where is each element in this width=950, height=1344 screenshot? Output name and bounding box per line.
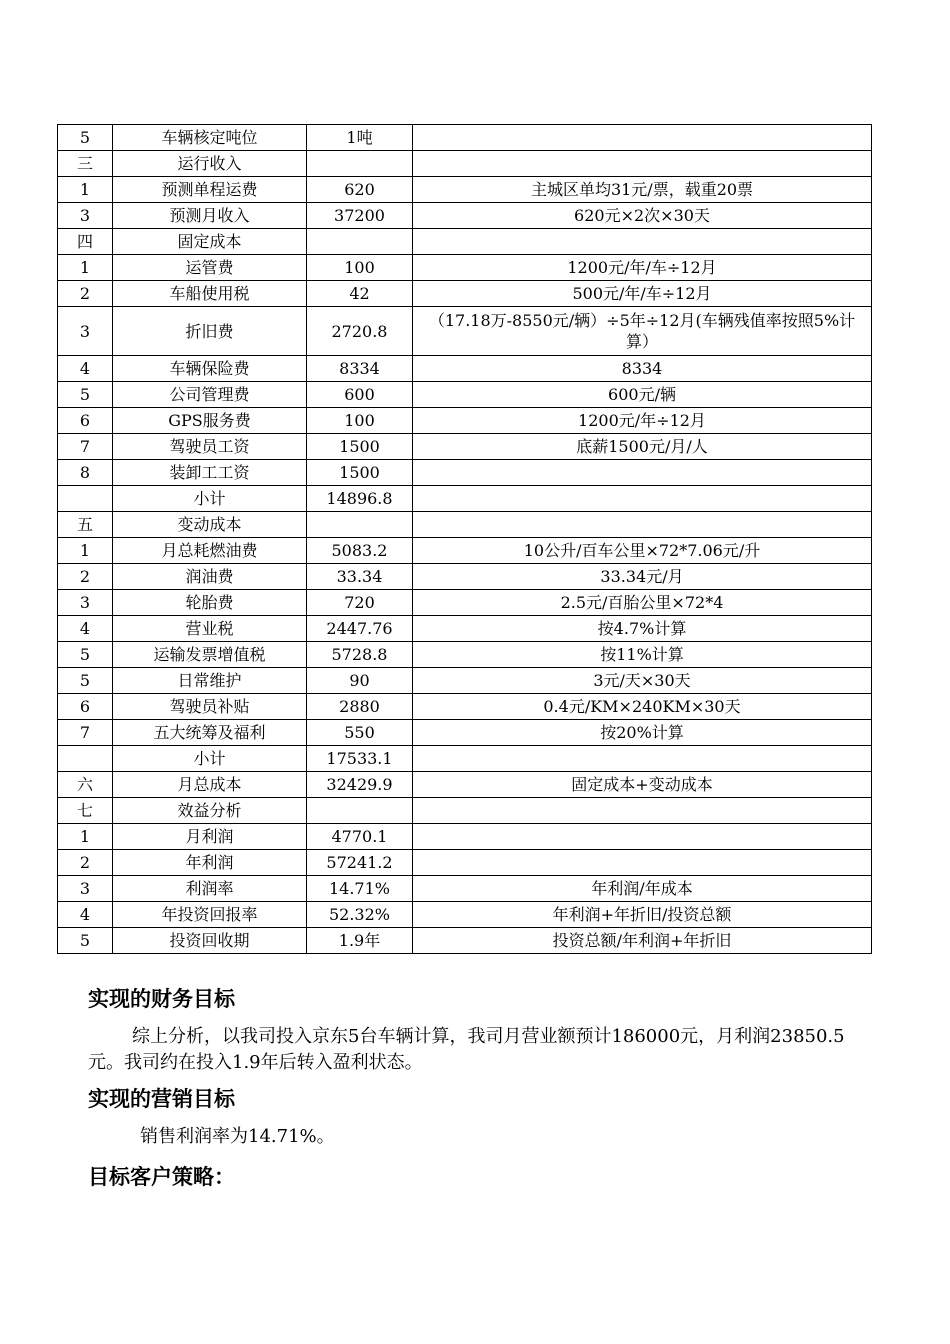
amount-cell: 100	[307, 255, 413, 281]
row-number-cell: 5	[58, 642, 113, 668]
row-number-cell: 1	[58, 824, 113, 850]
item-name-cell: 车辆保险费	[113, 356, 307, 382]
text-sections	[88, 978, 870, 1192]
table-row	[58, 564, 872, 590]
financial-goal-heading: 实现的财务目标	[88, 987, 235, 1011]
financial-goal-text: 综上分析，以我司投入京东5台车辆计算，我司月营业额预计186000元，月利润23850.5元。我司约在投入1.9年后转入盈利状态。	[88, 1026, 845, 1073]
item-name-cell: 车辆核定吨位	[113, 125, 307, 151]
amount-cell: 32429.9	[307, 772, 413, 798]
amount-cell: 1500	[307, 460, 413, 486]
row-number-cell: 7	[58, 720, 113, 746]
note-cell	[413, 798, 872, 824]
table-row	[58, 203, 872, 229]
table-row	[58, 720, 872, 746]
row-number-cell: 3	[58, 203, 113, 229]
amount-cell	[307, 151, 413, 177]
amount-cell: 52.32%	[307, 902, 413, 928]
amount-cell: 42	[307, 281, 413, 307]
note-cell: 按20%计算	[413, 720, 872, 746]
note-cell: 主城区单均31元/票，载重20票	[413, 177, 872, 203]
row-number-cell: 4	[58, 902, 113, 928]
amount-cell: 33.34	[307, 564, 413, 590]
amount-cell: 5083.2	[307, 538, 413, 564]
amount-cell: 1.9年	[307, 928, 413, 954]
row-number-cell: 六	[58, 772, 113, 798]
table-row	[58, 798, 872, 824]
table-row	[58, 772, 872, 798]
table-row	[58, 902, 872, 928]
note-cell	[413, 850, 872, 876]
note-cell: 按4.7%计算	[413, 616, 872, 642]
item-name-cell: 投资回收期	[113, 928, 307, 954]
row-number-cell	[58, 486, 113, 512]
row-number-cell: 3	[58, 307, 113, 356]
row-number-cell: 4	[58, 616, 113, 642]
row-number-cell: 8	[58, 460, 113, 486]
row-number-cell: 2	[58, 850, 113, 876]
row-number-cell: 1	[58, 538, 113, 564]
table-row	[58, 382, 872, 408]
item-name-cell: 年利润	[113, 850, 307, 876]
row-number-cell: 7	[58, 434, 113, 460]
table-row	[58, 876, 872, 902]
row-number-cell	[58, 746, 113, 772]
note-cell	[413, 229, 872, 255]
row-number-cell: 五	[58, 512, 113, 538]
amount-cell	[307, 798, 413, 824]
item-name-cell: 固定成本	[113, 229, 307, 255]
amount-cell: 17533.1	[307, 746, 413, 772]
item-name-cell: GPS服务费	[113, 408, 307, 434]
table-row	[58, 281, 872, 307]
table-row	[58, 486, 872, 512]
item-name-cell: 公司管理费	[113, 382, 307, 408]
table-row	[58, 746, 872, 772]
table-row	[58, 512, 872, 538]
customer-strategy-heading: 目标客户策略：	[88, 1165, 235, 1189]
table-row	[58, 850, 872, 876]
item-name-cell: 五大统筹及福利	[113, 720, 307, 746]
amount-cell: 37200	[307, 203, 413, 229]
table-row	[58, 460, 872, 486]
note-cell	[413, 512, 872, 538]
table-row	[58, 642, 872, 668]
row-number-cell: 2	[58, 281, 113, 307]
row-number-cell: 三	[58, 151, 113, 177]
note-cell: 按11%计算	[413, 642, 872, 668]
note-cell	[413, 460, 872, 486]
table-row	[58, 824, 872, 850]
table-row	[58, 229, 872, 255]
row-number-cell: 四	[58, 229, 113, 255]
item-name-cell: 小计	[113, 746, 307, 772]
amount-cell: 5728.8	[307, 642, 413, 668]
amount-cell: 8334	[307, 356, 413, 382]
amount-cell: 4770.1	[307, 824, 413, 850]
table-row	[58, 590, 872, 616]
note-cell	[413, 486, 872, 512]
amount-cell	[307, 512, 413, 538]
note-cell: 620元×2次×30天	[413, 203, 872, 229]
table-row	[58, 616, 872, 642]
amount-cell: 1吨	[307, 125, 413, 151]
item-name-cell: 润油费	[113, 564, 307, 590]
item-name-cell: 运行收入	[113, 151, 307, 177]
row-number-cell: 6	[58, 694, 113, 720]
note-cell: 33.34元/月	[413, 564, 872, 590]
amount-cell	[307, 229, 413, 255]
amount-cell: 550	[307, 720, 413, 746]
table-row	[58, 538, 872, 564]
table-row	[58, 177, 872, 203]
note-cell: 500元/年/车÷12月	[413, 281, 872, 307]
item-name-cell: 日常维护	[113, 668, 307, 694]
row-number-cell: 1	[58, 177, 113, 203]
row-number-cell: 5	[58, 668, 113, 694]
amount-cell: 2447.76	[307, 616, 413, 642]
table-row	[58, 408, 872, 434]
table-row	[58, 668, 872, 694]
item-name-cell: 变动成本	[113, 512, 307, 538]
table-row	[58, 434, 872, 460]
item-name-cell: 轮胎费	[113, 590, 307, 616]
item-name-cell: 月总成本	[113, 772, 307, 798]
row-number-cell: 6	[58, 408, 113, 434]
table-row	[58, 694, 872, 720]
amount-cell: 57241.2	[307, 850, 413, 876]
item-name-cell: 折旧费	[113, 307, 307, 356]
cost-benefit-table	[57, 124, 872, 954]
amount-cell: 90	[307, 668, 413, 694]
item-name-cell: 小计	[113, 486, 307, 512]
item-name-cell: 月总耗燃油费	[113, 538, 307, 564]
amount-cell: 2880	[307, 694, 413, 720]
row-number-cell: 3	[58, 876, 113, 902]
note-cell: 底薪1500元/月/人	[413, 434, 872, 460]
table-row	[58, 928, 872, 954]
item-name-cell: 运输发票增值税	[113, 642, 307, 668]
amount-cell: 620	[307, 177, 413, 203]
amount-cell: 14896.8	[307, 486, 413, 512]
row-number-cell: 5	[58, 928, 113, 954]
item-name-cell: 驾驶员工资	[113, 434, 307, 460]
note-cell: 固定成本+变动成本	[413, 772, 872, 798]
note-cell: 8334	[413, 356, 872, 382]
item-name-cell: 年投资回报率	[113, 902, 307, 928]
note-cell: 600元/辆	[413, 382, 872, 408]
table-row	[58, 125, 872, 151]
note-cell: 1200元/年÷12月	[413, 408, 872, 434]
row-number-cell: 2	[58, 564, 113, 590]
row-number-cell: 3	[58, 590, 113, 616]
amount-cell: 14.71%	[307, 876, 413, 902]
item-name-cell: 车船使用税	[113, 281, 307, 307]
note-cell: 2.5元/百胎公里×72*4	[413, 590, 872, 616]
note-cell	[413, 824, 872, 850]
row-number-cell: 5	[58, 382, 113, 408]
note-cell: （17.18万-8550元/辆）÷5年÷12月(车辆残值率按照5%计算）	[413, 307, 872, 356]
item-name-cell: 效益分析	[113, 798, 307, 824]
note-cell: 3元/天×30天	[413, 668, 872, 694]
row-number-cell: 七	[58, 798, 113, 824]
row-number-cell: 5	[58, 125, 113, 151]
amount-cell: 100	[307, 408, 413, 434]
amount-cell: 2720.8	[307, 307, 413, 356]
note-cell: 投资总额/年利润+年折旧	[413, 928, 872, 954]
note-cell: 年利润/年成本	[413, 876, 872, 902]
item-name-cell: 驾驶员补贴	[113, 694, 307, 720]
amount-cell: 1500	[307, 434, 413, 460]
note-cell: 0.4元/KM×240KM×30天	[413, 694, 872, 720]
item-name-cell: 预测单程运费	[113, 177, 307, 203]
note-cell	[413, 746, 872, 772]
item-name-cell: 运管费	[113, 255, 307, 281]
note-cell: 10公升/百车公里×72*7.06元/升	[413, 538, 872, 564]
row-number-cell: 4	[58, 356, 113, 382]
marketing-goal-heading: 实现的营销目标	[88, 1087, 235, 1111]
note-cell	[413, 151, 872, 177]
row-number-cell: 1	[58, 255, 113, 281]
note-cell: 年利润+年折旧/投资总额	[413, 902, 872, 928]
note-cell	[413, 125, 872, 151]
item-name-cell: 装卸工工资	[113, 460, 307, 486]
amount-cell: 720	[307, 590, 413, 616]
table-row	[58, 356, 872, 382]
table-row	[58, 255, 872, 281]
item-name-cell: 营业税	[113, 616, 307, 642]
amount-cell: 600	[307, 382, 413, 408]
item-name-cell: 利润率	[113, 876, 307, 902]
note-cell: 1200元/年/车÷12月	[413, 255, 872, 281]
table-body	[58, 125, 872, 954]
table-row	[58, 307, 872, 356]
item-name-cell: 月利润	[113, 824, 307, 850]
table-row	[58, 151, 872, 177]
item-name-cell: 预测月收入	[113, 203, 307, 229]
marketing-goal-text: 销售利润率为14.71%。	[140, 1126, 335, 1147]
